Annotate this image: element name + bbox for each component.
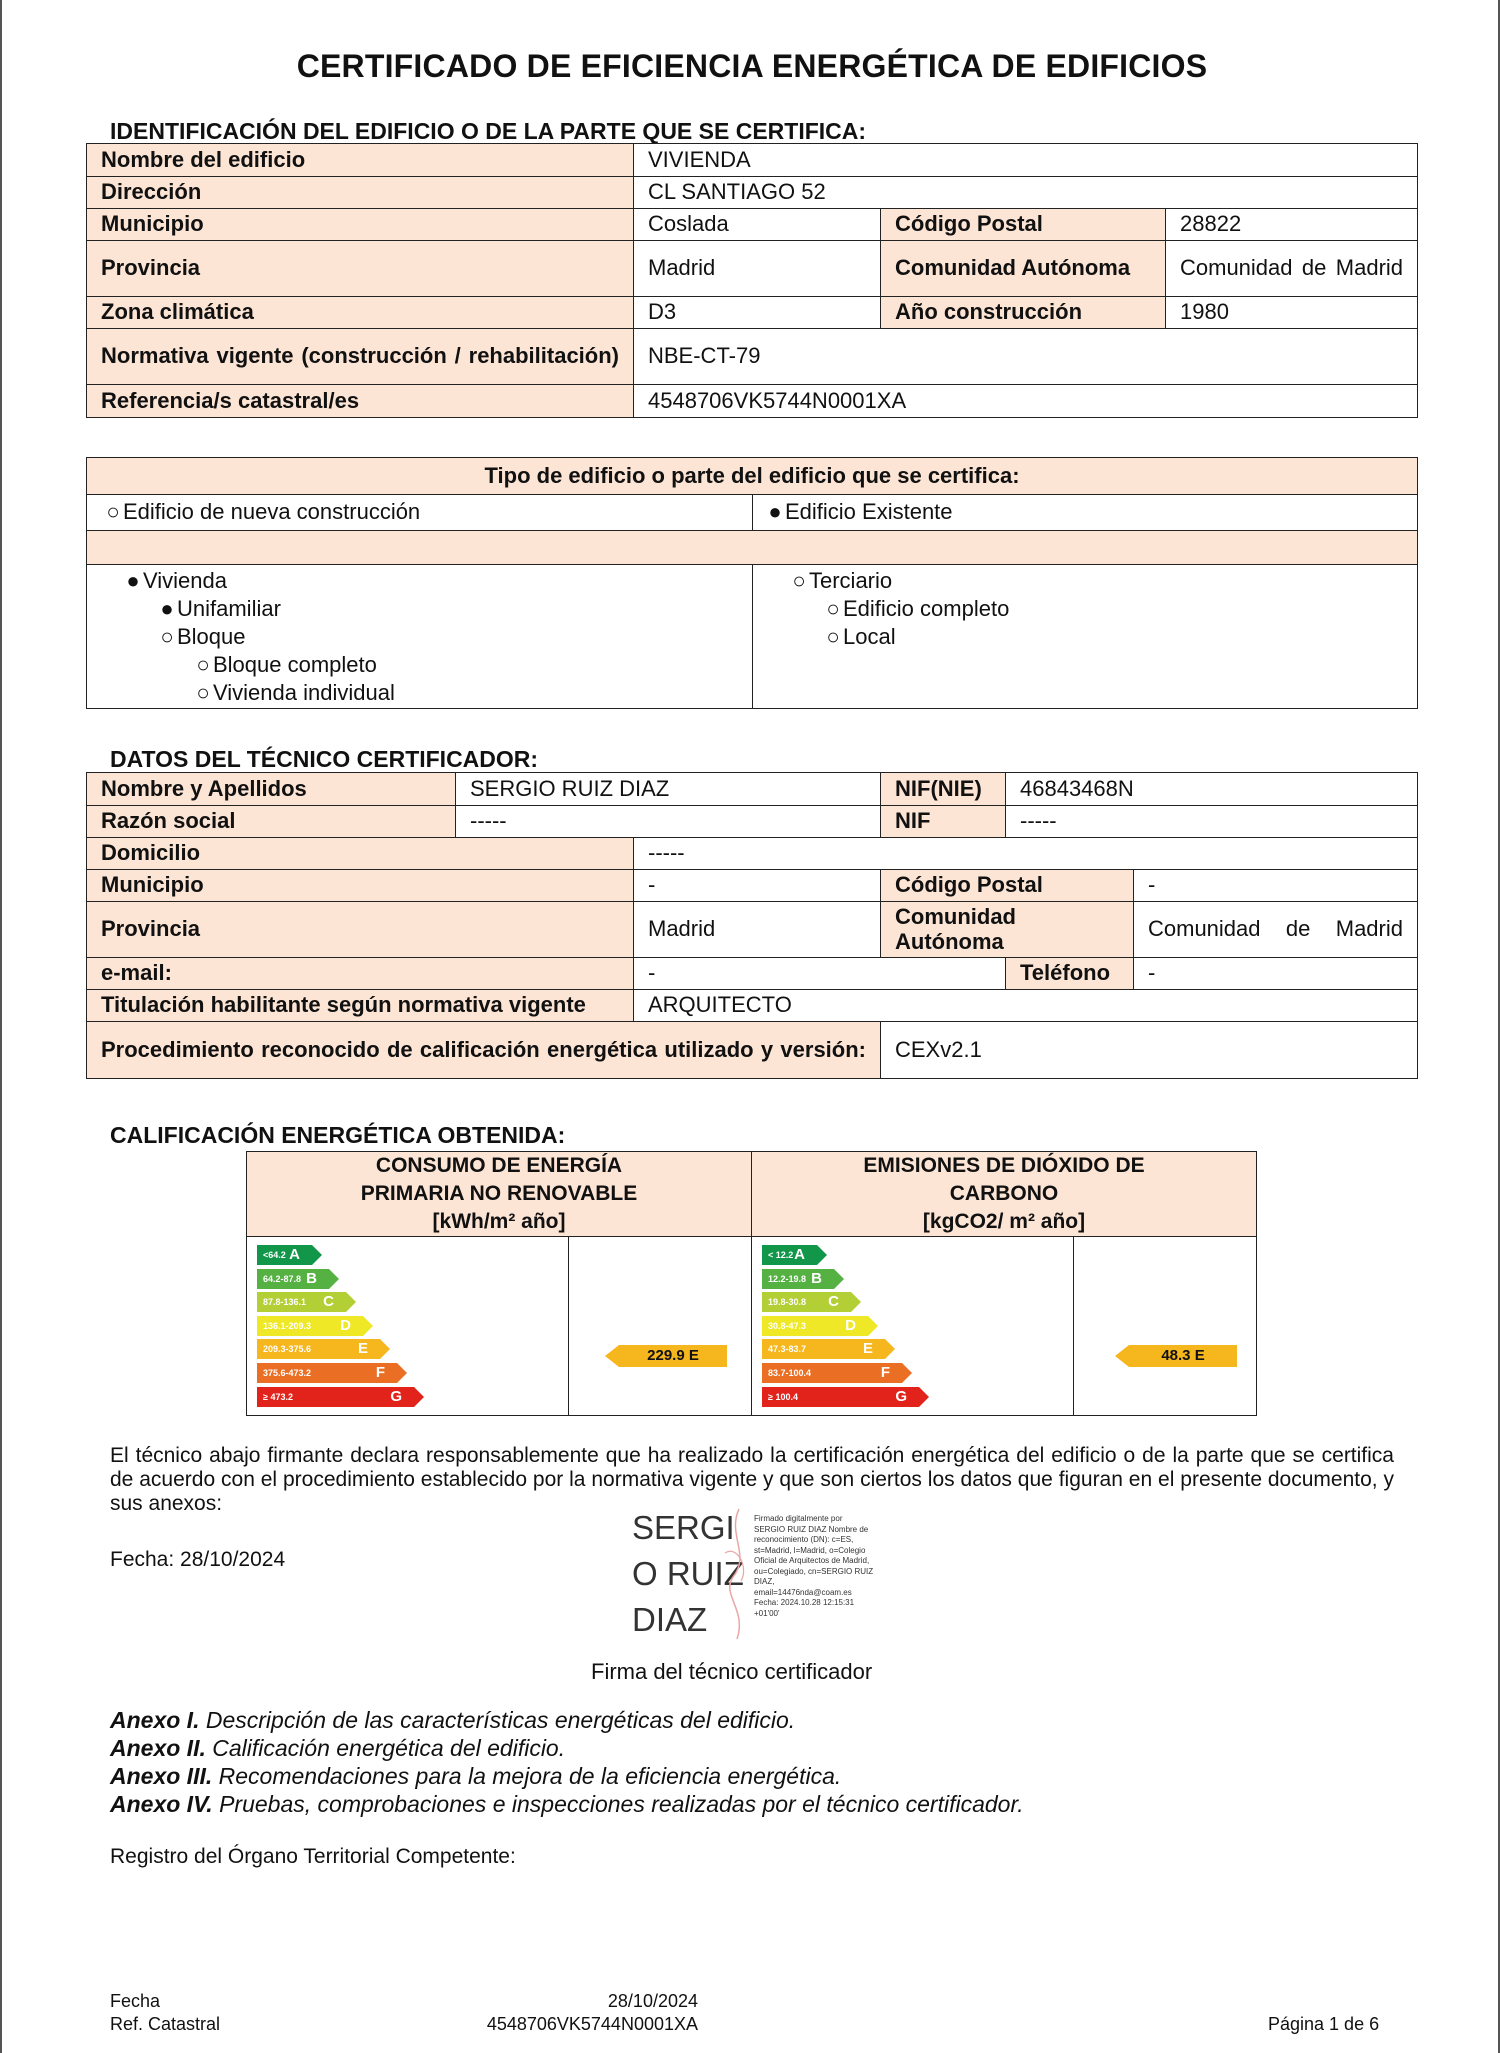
opcion-bloque-completo [123,651,738,679]
nueva-construccion-label: Edificio de nueva construcción [123,499,421,525]
consumo-header-line-1: CONSUMO DE ENERGÍA [375,1154,623,1177]
tipo-edificio-table [86,457,1418,709]
footer-labels [110,1990,220,2036]
municipio-value: Coslada [634,209,881,241]
emisiones-letter-f: F [880,1363,891,1381]
tecnico-ca-value [1134,902,1418,958]
emisiones-range-d: 30.8-47.3 [768,1320,807,1331]
nif-value: ----- [1006,806,1418,838]
firma-digital-detalle: Firmado digitalmente por SERGIO RUIZ DIAZ Nombre de reconocimiento (DN): c=ES, st=Madrid, l=Madrid, o=Colegio Oficial de Arquitectos de Madrid, ou=Colegiado, cn=SERGIO RUIZ DIAZ, email=14476nda@coam.es Fecha: 2024.10.28 12:15:31 +01'00' [754,1514,874,1618]
registro-text: Registro del Órgano Territorial Competente: [110,1845,516,1868]
terciario-label: Terciario [809,568,893,593]
ident-table [86,143,1418,418]
anexo-1-label: Anexo I. [110,1707,200,1733]
footer-values [462,1990,698,2036]
opcion-edificio-existente [753,495,1418,531]
tecnico-cp-label: Código Postal [881,870,1134,902]
radio-empty-icon: ○ [826,624,840,649]
opcion-local [789,623,1403,651]
razon-social-value: ----- [456,806,881,838]
tecnico-table [86,772,1418,1079]
opcion-vivienda [123,567,738,595]
anexo-3-label: Anexo III. [110,1763,213,1789]
vivienda-options [87,565,753,709]
anexo-4-label: Anexo IV. [110,1791,213,1817]
emisiones-range-b: 12.2-19.8 [768,1273,807,1284]
comunidad-autonoma-label: Comunidad Autónoma [881,241,1166,297]
radio-empty-icon: ○ [826,596,840,621]
consumo-letter-f: F [375,1363,385,1381]
consumo-bar-c [257,1292,346,1312]
unifamiliar-label: Unifamiliar [177,596,281,621]
razon-social-label: Razón social [87,806,456,838]
opcion-nueva-construccion [87,495,753,531]
anexo-2 [110,1734,1024,1762]
emisiones-header-line-3: [kgCO2/ m² año] [922,1210,1086,1233]
emisiones-header [752,1152,1257,1237]
consumo-bar-a [257,1245,312,1265]
emisiones-range-f: 83.7-100.4 [768,1367,812,1378]
ident-section-title: IDENTIFICACIÓN DEL EDIFICIO O DE LA PARTE QUE SE CERTIFICA: [110,118,867,144]
emisiones-bar-b [762,1269,834,1289]
opcion-vivienda-individual [123,679,738,707]
anexo-3 [110,1762,1024,1790]
radio-empty-icon: ○ [106,499,120,525]
edificio-completo-label: Edificio completo [843,596,1010,621]
consumo-bar-g [257,1387,414,1407]
tecnico-cp-value: - [1134,870,1418,902]
consumo-letter-a: A [289,1246,300,1263]
tipo-edificio-header: Tipo de edificio o parte del edificio que se certifica: [87,458,1418,495]
consumo-header-line-2: PRIMARIA NO RENOVABLE [360,1182,638,1205]
email-value: - [634,958,1006,990]
emisiones-range-e: 47.3-83.7 [768,1344,807,1355]
telefono-label: Teléfono [1006,958,1134,990]
consumo-bar-f [257,1363,397,1383]
email-label: e-mail: [87,958,634,990]
emisiones-range-g: ≥ 100.4 [768,1391,798,1402]
terciario-options [753,565,1418,709]
edificio-existente-label: Edificio Existente [785,499,953,525]
nombre-apellidos-value: SERGIO RUIZ DIAZ [456,773,881,806]
opcion-terciario [789,567,1403,595]
emisiones-bar-e [762,1339,885,1359]
titulacion-label: Titulación habilitante según normativa vigente [87,990,634,1022]
direccion-value: CL SANTIAGO 52 [634,177,1418,209]
emisiones-indicator: 48.3 E [1129,1345,1237,1367]
referencia-catastral-value: 4548706VK5744N0001XA [634,385,1418,418]
radio-filled-icon: ● [160,596,174,621]
telefono-value: - [1134,958,1418,990]
tecnico-ca-label: Comunidad Autónoma [881,902,1134,958]
domicilio-label: Domicilio [87,838,634,870]
emisiones-letter-d: D [845,1316,857,1334]
opcion-unifamiliar [123,595,738,623]
anio-construccion-value: 1980 [1166,297,1418,329]
opcion-bloque [123,623,738,651]
consumo-header-line-3: [kWh/m² año] [432,1210,566,1233]
titulacion-value: ARQUITECTO [634,990,1418,1022]
anexo-1-text: Descripción de las características energéticas del edificio. [199,1707,796,1733]
footer-fecha-label: Fecha [110,1991,161,2011]
consumo-range-b: 64.2-87.8 [263,1273,302,1284]
vivienda-label: Vivienda [143,568,227,593]
consumo-range-g: ≥ 473.2 [263,1391,293,1402]
emisiones-letter-a: A [794,1246,806,1263]
consumo-range-d: 136.1-209.3 [263,1320,312,1331]
normativa-label-text: Normativa vigente (construcción / rehabilitación) [101,343,619,369]
consumo-range-c: 87.8-136.1 [263,1297,307,1308]
tecnico-provincia-label: Provincia [87,902,634,958]
emisiones-bar-a [762,1245,817,1265]
normativa-value: NBE-CT-79 [634,329,1418,385]
anexo-1 [110,1706,1024,1734]
consumo-range-a: <64.2 [263,1250,286,1260]
emisiones-value-cell [1074,1237,1257,1416]
nif-nie-value: 46843468N [1006,773,1418,806]
bloque-completo-label: Bloque completo [213,652,377,677]
opcion-edificio-completo [789,595,1403,623]
emisiones-bar-c [762,1292,851,1312]
vivienda-individual-label: Vivienda individual [213,680,395,705]
firma-caption: Firma del técnico certificador [591,1659,873,1684]
emisiones-bar-f [762,1363,902,1383]
nif-label: NIF [881,806,1006,838]
tecnico-ca-text: Comunidad de Madrid [1148,916,1403,942]
zona-climatica-label: Zona climática [87,297,634,329]
radio-empty-icon: ○ [792,568,806,593]
radio-filled-icon: ● [126,568,140,593]
signature-scribble-icon [717,1505,757,1645]
anexo-4 [110,1790,1024,1818]
firma-nombre-line-2: O RUIZ [632,1555,744,1592]
consumo-range-f: 375.6-473.2 [263,1367,312,1378]
procedimiento-label-text: Procedimiento reconocido de calificación energética utilizado y versión: [101,1036,866,1062]
radio-empty-icon: ○ [196,680,210,705]
local-label: Local [843,624,896,649]
emisiones-scale-cell [752,1237,1074,1416]
consumo-letter-e: E [357,1340,368,1358]
consumo-scale [257,1245,414,1410]
bloque-label: Bloque [177,624,246,649]
consumo-bar-d [257,1316,363,1336]
emisiones-bar-d [762,1316,868,1336]
domicilio-value: ----- [634,838,1418,870]
emisiones-range-a: < 12.2 [768,1250,794,1260]
municipio-label: Municipio [87,209,634,241]
codigo-postal-label: Código Postal [881,209,1166,241]
firma-nombre-line-3: DIAZ [632,1601,708,1638]
anexo-4-text: Pruebas, comprobaciones e inspecciones realizadas por el técnico certificador. [212,1791,1024,1817]
consumo-indicator: 229.9 E [619,1345,727,1367]
consumo-range-e: 209.3-375.6 [263,1344,312,1355]
anexo-3-text: Recomendaciones para la mejora de la eficiencia energética. [212,1763,842,1789]
tipo-separator-row [87,531,1418,565]
direccion-label: Dirección [87,177,634,209]
radio-empty-icon: ○ [196,652,210,677]
normativa-label [87,329,634,385]
vivienda-list [123,567,738,707]
consumo-letter-g: G [390,1387,402,1405]
procedimiento-label [87,1022,881,1079]
calificacion-table [246,1151,1257,1416]
comunidad-autonoma-text: Comunidad de Madrid [1180,255,1404,281]
emisiones-letter-g: G [895,1387,908,1405]
calificacion-block [246,1151,1256,1412]
referencia-catastral-label: Referencia/s catastral/es [87,385,634,418]
emisiones-range-c: 19.8-30.8 [768,1297,807,1308]
fecha-line: Fecha: 28/10/2024 [110,1548,286,1571]
radio-empty-icon: ○ [160,624,174,649]
comunidad-autonoma-value [1166,241,1418,297]
provincia-label: Provincia [87,241,634,297]
emisiones-letter-c: C [828,1293,840,1311]
terciario-list [789,567,1403,651]
tecnico-municipio-value: - [634,870,881,902]
footer-pagina: Página 1 de 6 [1268,2014,1380,2034]
footer-fecha-value: 28/10/2024 [607,1991,698,2011]
footer-ref-value: 4548706VK5744N0001XA [486,2014,698,2034]
anio-construccion-label: Año construcción [881,297,1166,329]
emisiones-letter-b: B [811,1269,823,1287]
provincia-value: Madrid [634,241,881,297]
nif-nie-label: NIF(NIE) [881,773,1006,806]
nombre-apellidos-label: Nombre y Apellidos [87,773,456,806]
nombre-edificio-value: VIVIENDA [634,144,1418,177]
radio-filled-icon: ● [768,499,782,525]
consumo-bar-b [257,1269,329,1289]
consumo-bar-e [257,1339,380,1359]
consumo-letter-c: C [323,1293,334,1311]
emisiones-scale [762,1245,919,1410]
firma-nombre-line-1: SERGI [632,1509,735,1546]
consumo-scale-cell [247,1237,569,1416]
tecnico-section-title: DATOS DEL TÉCNICO CERTIFICADOR: [110,746,539,772]
procedimiento-value: CEXv2.1 [881,1022,1418,1079]
tecnico-provincia-value: Madrid [634,902,881,958]
document-title: CERTIFICADO DE EFICIENCIA ENERGÉTICA DE EDIFICIOS [296,48,1208,84]
nombre-edificio-label: Nombre del edificio [87,144,634,177]
emisiones-bar-g [762,1387,919,1407]
zona-climatica-value: D3 [634,297,881,329]
consumo-letter-d: D [340,1316,351,1334]
anexos-list [110,1706,1024,1818]
anexo-2-text: Calificación energética del edificio. [205,1735,566,1761]
calificacion-section-title: CALIFICACIÓN ENERGÉTICA OBTENIDA: [110,1122,566,1148]
declaracion-text: El técnico abajo firmante declara responsablemente que ha realizado la certificación energética del edificio o de la parte que se certifica de acuerdo con el procedimiento establecido por la normativa vigente y que son ciertos los datos que figuran en el presente documento, y sus anexos: [110,1444,1394,1515]
codigo-postal-value: 28822 [1166,209,1418,241]
footer-ref-label: Ref. Catastral [110,2014,221,2034]
consumo-letter-b: B [306,1269,317,1287]
emisiones-header-line-1: EMISIONES DE DIÓXIDO DE [863,1154,1145,1177]
consumo-value-cell [569,1237,752,1416]
emisiones-letter-e: E [863,1340,874,1358]
consumo-header [247,1152,752,1237]
anexo-2-label: Anexo II. [110,1735,206,1761]
tecnico-municipio-label: Municipio [87,870,634,902]
emisiones-header-line-2: CARBONO [949,1182,1059,1205]
